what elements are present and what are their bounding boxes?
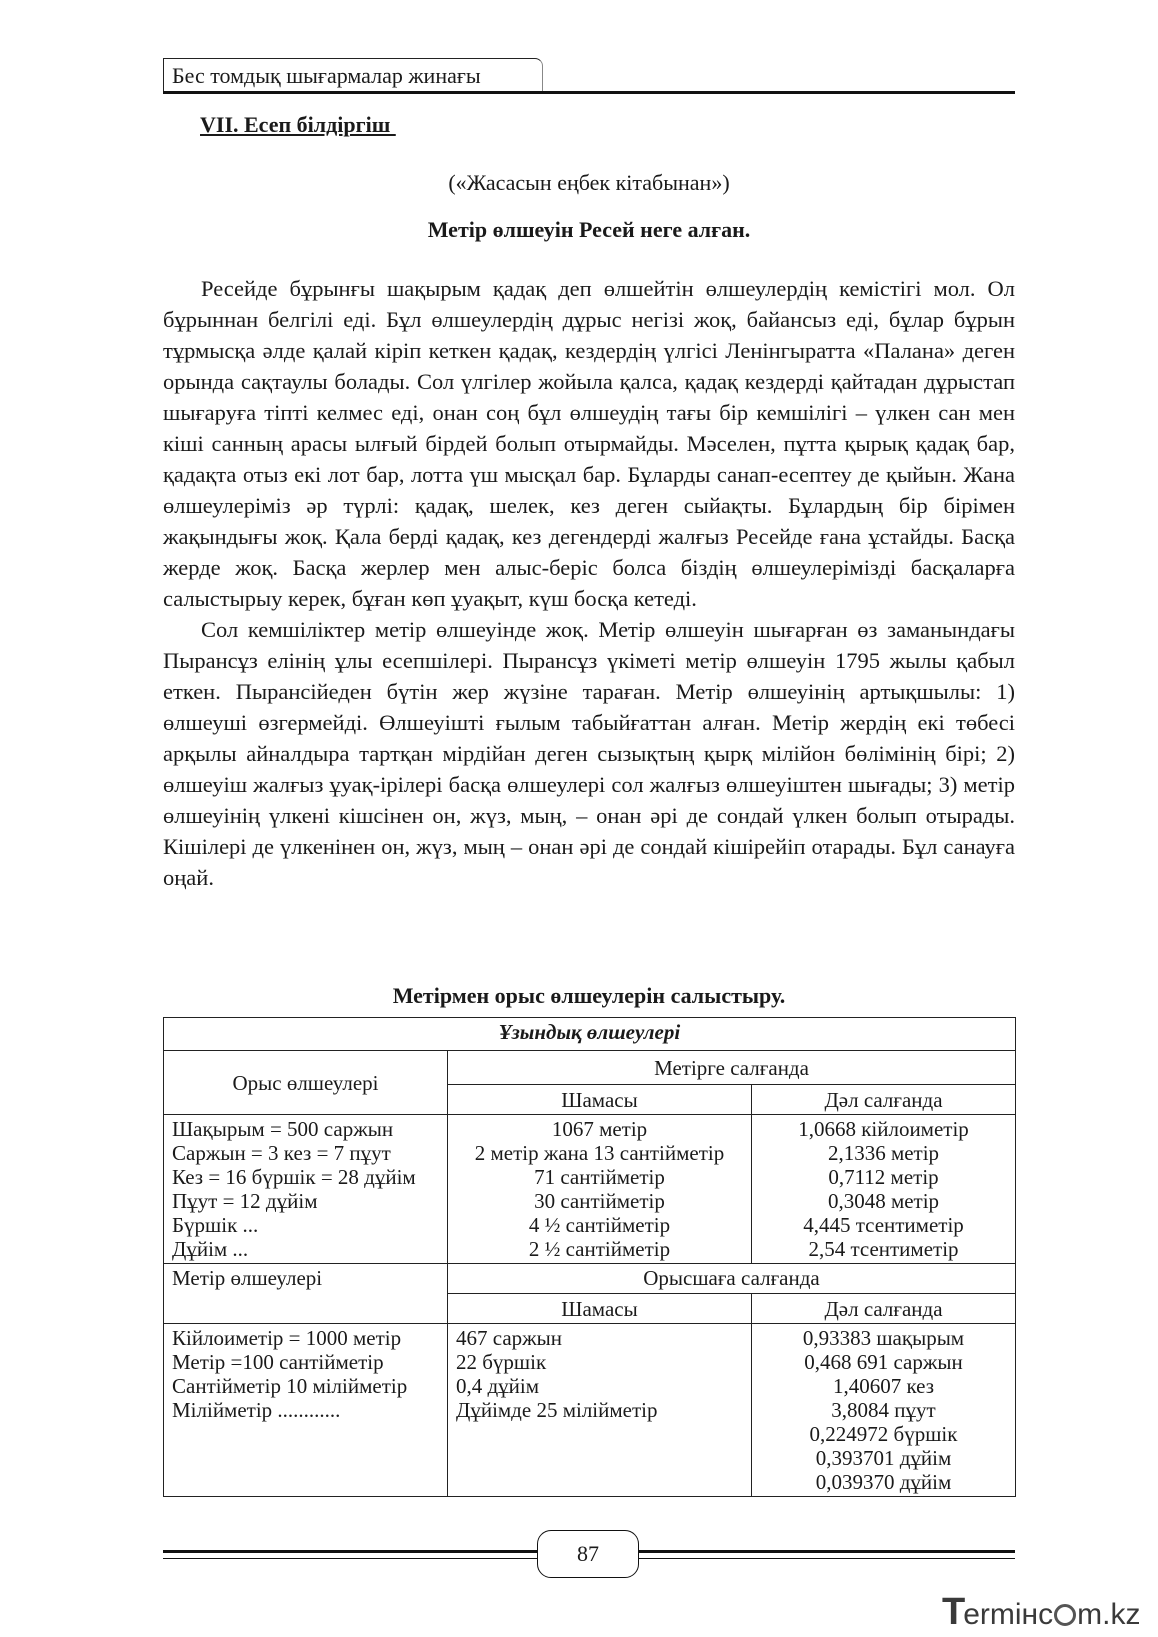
table-line: Саржын = 3 кез = 7 пұут <box>172 1141 391 1165</box>
approx-header: Шамасы <box>448 1085 752 1115</box>
approx-header: Шамасы <box>448 1294 752 1324</box>
table-line: 0,7112 метір <box>828 1165 939 1189</box>
table-line: 0,224972 бүршік <box>809 1422 958 1446</box>
article-body <box>163 273 1015 893</box>
table-line: Мілійметір ............ <box>172 1398 341 1422</box>
table-line: Бүршік ... <box>172 1213 259 1237</box>
table-line: 0,93383 шақырым <box>802 1326 965 1350</box>
section-heading: VII. Есеп білдіргіш <box>200 112 396 137</box>
table-line: 22 бүршік <box>456 1350 547 1374</box>
exact-header: Дәл салғанда <box>752 1085 1016 1115</box>
comparison-table <box>163 1017 1016 1497</box>
exact-cell <box>752 1324 1016 1497</box>
watermark-text: ermінc <box>963 1598 1054 1631</box>
table-line: Шақырым = 500 саржын <box>172 1117 394 1141</box>
russian-units-header: Орыс өлшеулері <box>164 1051 448 1115</box>
table-line: 3,8084 пұут <box>831 1398 936 1422</box>
table-line: Метір =100 сантійметір <box>172 1350 384 1374</box>
table-line: 0,039370 дұйім <box>815 1470 952 1494</box>
table-line: 0,4 дұйім <box>456 1374 540 1398</box>
table-line: Пұут = 12 дұйім <box>172 1189 318 1213</box>
article-title: Метір өлшеуін Ресей неге алған. <box>427 217 751 242</box>
source-note: («Жасасын еңбек кітабынан») <box>448 170 730 195</box>
metric-units-cell <box>164 1324 448 1497</box>
table-line: Кійлоиметір = 1000 метір <box>172 1326 402 1350</box>
table-caption: Ұзындық өлшеулері <box>164 1018 1016 1051</box>
watermark-letter: T <box>942 1591 964 1633</box>
table-line: 1,0668 кійлоиметір <box>798 1117 969 1141</box>
metric-group-header: Метірге салғанда <box>448 1051 1016 1085</box>
approx-cell <box>448 1115 752 1264</box>
table-line: Сантійметір 10 мілійметір <box>172 1374 408 1398</box>
russian-units-cell <box>164 1115 448 1264</box>
table-line: 0,393701 дұйім <box>815 1446 952 1470</box>
table-line: 71 сантійметір <box>534 1165 665 1189</box>
table-line: Кез = 16 бүршік = 28 дұйім <box>172 1165 416 1189</box>
watermark-text: m.kz <box>1077 1598 1141 1631</box>
table-line: 2,54 тсентиметір <box>808 1237 959 1261</box>
table-line: 0,468 691 саржын <box>804 1350 963 1374</box>
approx-cell <box>448 1324 752 1497</box>
page-number: 87 <box>537 1530 639 1578</box>
magnifier-icon <box>1054 1604 1076 1626</box>
table-title: Метірмен орыс өлшеулерін салыстыру. <box>392 983 786 1008</box>
table-line: 4 ½ сантійметір <box>528 1213 671 1237</box>
table-line: Дұйім ... <box>172 1237 249 1261</box>
table-line: 4,445 тсентиметір <box>803 1213 964 1237</box>
running-head: Бес томдық шығармалар жинағы <box>163 58 543 92</box>
paragraph: Сол кемшіліктер метір өлшеуінде жоқ. Метір өлшеуін шығарған өз заманындағы Пырансұз елінің ұлы есепшілері. Пырансұз үкіметі метір өлшеуін 1795 жылы қабыл еткен. Пырансійеден бүтін жер жүзіне тараған. Метір өлшеуінің артықшылы: 1) өлшеуші өзгермейді. Өлшеуішті ғылым табыйғаттан алған. Метір жердің екі төбесі арқылы айналдыра тартқан мірдійан деген сызықтың қырқ мілійон бөлімінің бірі; 2) өлшеуіш жалғыз ұуақ-ірілері басқа өлшеулері сол жалғыз өлшеуіштен шығады; 3) метір өлшеуінің үлкені кішсінен он, жүз, мың, – онан әрі де сондай үлкен болып отырады. Кішілері де үлкенінен он, жүз, мың – онан әрі де сондай кішірейіп отарады. Бұл санауға оңай. <box>163 617 1015 890</box>
exact-header: Дәл салғанда <box>752 1294 1016 1324</box>
paragraph: Ресейде бұрынғы шақырым қадақ деп өлшейтін өлшеулердің кемістігі мол. Ол бұрыннан белгілі еді. Бұл өлшеулердің дұрыс негізі жоқ, байансыз еді, бұлар бұрын тұрмысқа әлде қалай кіріп кеткен қадақ, кездердің үлгісі Ленінгыратта «Палана» деген орында сақтаулы болады. Сол үлгілер жойыла қалса, қадақ кездерді қайтадан дұрыстап шығаруға тіпті келмес еді, онан соң бұл өлшеудің тағы бір кемшілігі – үлкен сан мен кіші санның арасы ылғый бірдей болып отырмайды. Мәселен, пұтта қырық қадақ бар, қадақта отыз екі лот бар, лотта үш мысқал бар. Бұларды санап-есептеу де қыйын. Жана өлшеулеріміз әр түрлі: қадақ, шелек, кез деген сыйақты. Бұлардың бір бірімен жақындығы жоқ. Қала берді қадақ, кез дегендерді жалғыз Ресейде ғана ұстайды. Басқа жерде жоқ. Басқа жерлер мен алыс-беріс болса біздің өлшеулерімізді басқаларға салыстырыу керек, бұған көп ұуақыт, күш босқа кетеді. <box>163 276 1015 611</box>
table-line: 1,40607 кез <box>832 1374 935 1398</box>
table-line: 30 сантійметір <box>534 1189 665 1213</box>
table-line: 467 саржын <box>456 1326 563 1350</box>
table-line: 0,3048 метір <box>827 1189 940 1213</box>
table-line: Дұйімде 25 мілійметір <box>456 1398 658 1422</box>
metric-units-header: Метір өлшеулері <box>164 1264 448 1324</box>
russian-group-header: Орысшаға салғанда <box>448 1264 1016 1294</box>
table-line: 1067 метір <box>551 1117 648 1141</box>
header-rule <box>163 91 1015 94</box>
table-line: 2 метір жана 13 сантійметір <box>474 1141 725 1165</box>
exact-cell <box>752 1115 1016 1264</box>
watermark-logo <box>942 1592 1142 1632</box>
table-line: 2,1336 метір <box>827 1141 940 1165</box>
table-line: 2 ½ сантійметір <box>528 1237 671 1261</box>
